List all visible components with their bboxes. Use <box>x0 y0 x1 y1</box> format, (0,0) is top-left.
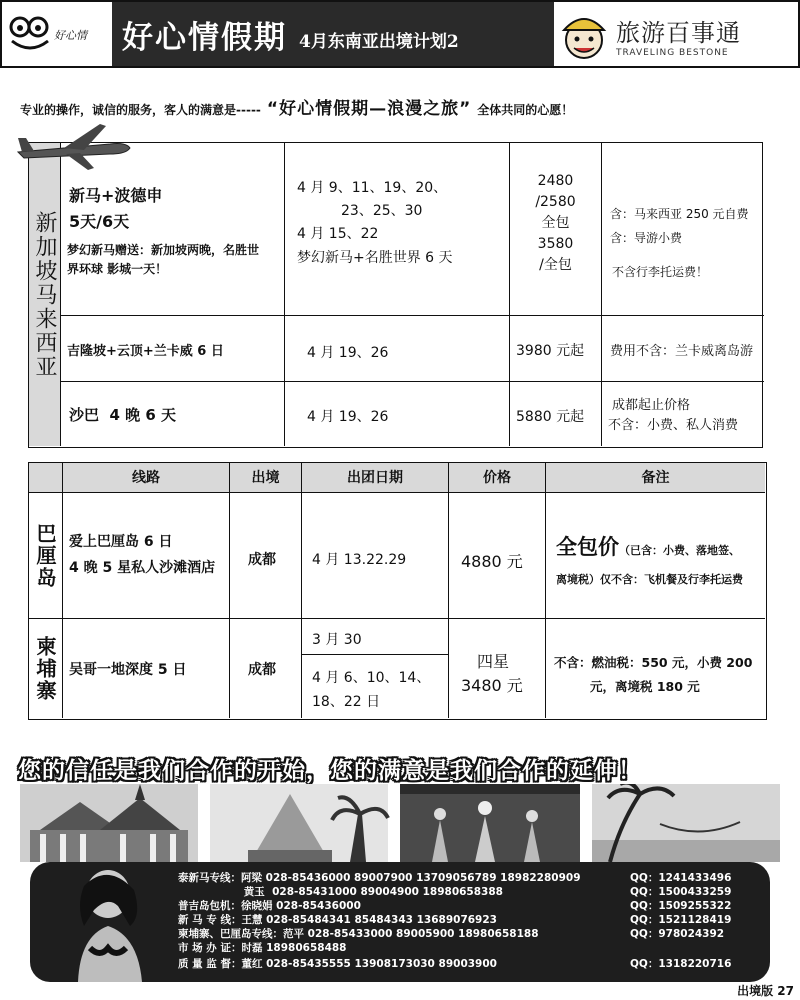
dates-line: 4 月 19、26 <box>307 409 389 425</box>
dates-text: 4 月 13.22.29 <box>312 552 407 568</box>
contact-qq: QQ：1318220716 <box>630 958 732 970</box>
dates-line: 梦幻新马+名胜世界 6 天 <box>297 250 453 266</box>
contact-qq: QQ：1509255322 <box>630 900 732 912</box>
photo-strip <box>20 784 780 862</box>
route-title: 沙巴 4 晚 6 天 <box>69 406 176 424</box>
bottom-slogan: 您的信任是我们合作的开始，您的满意是我们合作的延伸！ <box>18 758 642 784</box>
depart-cell <box>229 619 301 718</box>
page-subtitle: 4月东南亚出境计划2 <box>299 31 459 52</box>
contact-line: 普吉岛包机：徐晓娟 028-85436000 <box>178 900 361 912</box>
note-cell <box>545 493 765 619</box>
logo-right <box>558 6 794 64</box>
contact-line: 新 马 专 线：王慧 028-85484341 85484343 13689076923 <box>178 914 497 926</box>
price-line: 2480 <box>537 173 574 189</box>
logo-left-text: 好心情 <box>54 29 87 42</box>
price-cell <box>509 316 601 381</box>
route-days: 5天/6天 <box>69 212 130 231</box>
region-text: 新加坡马来西亚 <box>32 210 57 379</box>
tagline-lead: 专业的操作，诚信的服务，客人的满意是----- <box>20 103 261 117</box>
bali-cambodia-table <box>28 462 767 720</box>
dates-cell <box>284 143 509 315</box>
brand-english: TRAVELING BESTONE <box>616 47 729 58</box>
title-block <box>112 2 554 66</box>
price-text: 四星 <box>477 652 510 671</box>
contact-qq: QQ：1500433259 <box>630 886 732 898</box>
dates-line: 4 月 9、11、19、20、 <box>297 180 448 196</box>
region-label-cambodia <box>29 619 62 718</box>
contact-line: 市 场 办 证：时磊 18980658488 <box>178 942 347 954</box>
brand-box <box>616 13 741 58</box>
dates-line: 4 月 19、26 <box>307 345 389 361</box>
header-route: 线路 <box>62 463 229 493</box>
note-line: 含：导游小费 <box>610 231 683 245</box>
dates-text: 3 月 30 <box>312 632 362 648</box>
route-title: 新马+波德申 <box>69 186 163 205</box>
southeast-asia-section <box>28 142 763 448</box>
header-note: 备注 <box>545 463 765 493</box>
note-line: 不含行李托运费！ <box>612 265 709 279</box>
note-big: 全包价 <box>556 535 619 559</box>
note-line: 不含：燃油税：550 元，小费 200 <box>554 655 753 670</box>
tagline-slogan: “好心情假期—浪漫之旅” <box>266 99 472 119</box>
header-dates: 出团日期 <box>301 463 448 493</box>
route-note: 梦幻新马赠送：新加坡两晚，名胜世界环球 影城一天！ <box>67 243 260 276</box>
route-title: 吉隆坡+云顶+兰卡威 6 日 <box>67 344 224 359</box>
contact-line: 黄玉 028-85431000 89004900 18980658388 <box>178 886 503 898</box>
beach-photo <box>592 784 780 862</box>
price-cell <box>448 493 545 619</box>
note-cell <box>601 143 764 315</box>
depart-cell <box>229 493 301 619</box>
mascot-icon <box>558 8 610 62</box>
price-line: 3580 <box>537 236 574 252</box>
stupa-photo <box>210 784 388 862</box>
tagline <box>20 94 780 118</box>
region-text: 巴厘岛 <box>33 522 57 589</box>
region-text: 柬埔寨 <box>33 635 57 702</box>
contact-qq: QQ：1521128419 <box>630 914 732 926</box>
table-row <box>61 316 764 382</box>
dates-cell <box>301 493 448 619</box>
price-line: 5880 元起 <box>516 409 585 425</box>
page-title: 好心情假期 <box>122 19 287 56</box>
price-cell <box>448 619 545 718</box>
dates-cell <box>284 316 509 381</box>
contact-qq: QQ：1241433496 <box>630 872 732 884</box>
contact-panel <box>30 862 770 982</box>
brand-name: 旅游百事通 <box>616 18 741 47</box>
price-line: 3980 元起 <box>516 343 585 359</box>
route-cell <box>62 619 229 718</box>
header-depart: 出境 <box>229 463 301 493</box>
region-label-sgmy <box>29 143 61 446</box>
note-line: 元，离境税 180 元 <box>590 679 700 694</box>
dates-text: 18、22 日 <box>312 694 381 710</box>
dates-line: 23、25、30 <box>341 203 423 219</box>
table-row <box>61 143 764 316</box>
contact-line: 泰新马专线：阿梁 028-85436000 89007900 13709056789 18982280909 <box>178 872 581 884</box>
note-cell <box>545 619 765 718</box>
price-text: 4880 元 <box>461 552 523 571</box>
page-footer: 出境版 27 <box>737 984 794 998</box>
price-text: 3480 元 <box>461 676 523 695</box>
note-cell <box>601 316 764 381</box>
note-small: 离境税）仅不含：飞机餐及行李托运费 <box>556 573 743 586</box>
dates-cell <box>301 619 448 655</box>
dates-cell <box>301 655 448 718</box>
region-label-bali <box>29 493 62 619</box>
price-cell <box>509 143 601 315</box>
model-photo <box>38 866 198 982</box>
note-line: 不含：小费、私人消费 <box>608 418 739 433</box>
note-line: 含：马来西亚 250 元自费 <box>610 207 749 221</box>
route-line: 吴哥一地深度 5 日 <box>69 662 187 678</box>
airplane-icon <box>14 118 134 178</box>
dates-line: 4 月 15、22 <box>297 226 379 242</box>
contact-line: 质 量 监 督：董红 028-85435555 13908173030 89003900 <box>178 958 497 970</box>
price-line: /2580 <box>535 194 576 210</box>
note-line: 费用不含：兰卡威离岛游 <box>610 344 754 359</box>
table-header <box>29 463 765 493</box>
price-line: /全包 <box>539 257 572 273</box>
temple-photo <box>20 784 198 862</box>
smiley-logo-icon <box>8 15 52 55</box>
route-cell <box>62 493 229 619</box>
logo-left <box>8 6 108 64</box>
note-cell <box>601 382 764 446</box>
table-row <box>61 382 764 446</box>
tagline-tail: 全体共同的心愿！ <box>477 103 574 117</box>
route-line: 4 晚 5 星私人沙滩酒店 <box>69 560 216 576</box>
depart-text: 成都 <box>248 662 276 678</box>
route-line: 爱上巴厘岛 6 日 <box>69 534 173 550</box>
route-cell <box>61 316 284 381</box>
depart-text: 成都 <box>248 552 276 568</box>
note-small: （已含：小费、落地签、 <box>619 544 740 557</box>
page-header <box>0 0 800 68</box>
dates-text: 4 月 6、10、14、 <box>312 670 431 686</box>
note-line: 成都起止价格 <box>612 398 691 413</box>
dates-cell <box>284 382 509 446</box>
price-line: 全包 <box>541 215 570 231</box>
contact-qq: QQ：978024392 <box>630 928 725 940</box>
dancers-photo <box>400 784 580 862</box>
route-cell <box>61 382 284 446</box>
header-price: 价格 <box>448 463 545 493</box>
contact-line: 柬埔寨、巴厘岛专线：范平 028-85433000 89005900 18980658188 <box>178 928 539 940</box>
price-cell <box>509 382 601 446</box>
